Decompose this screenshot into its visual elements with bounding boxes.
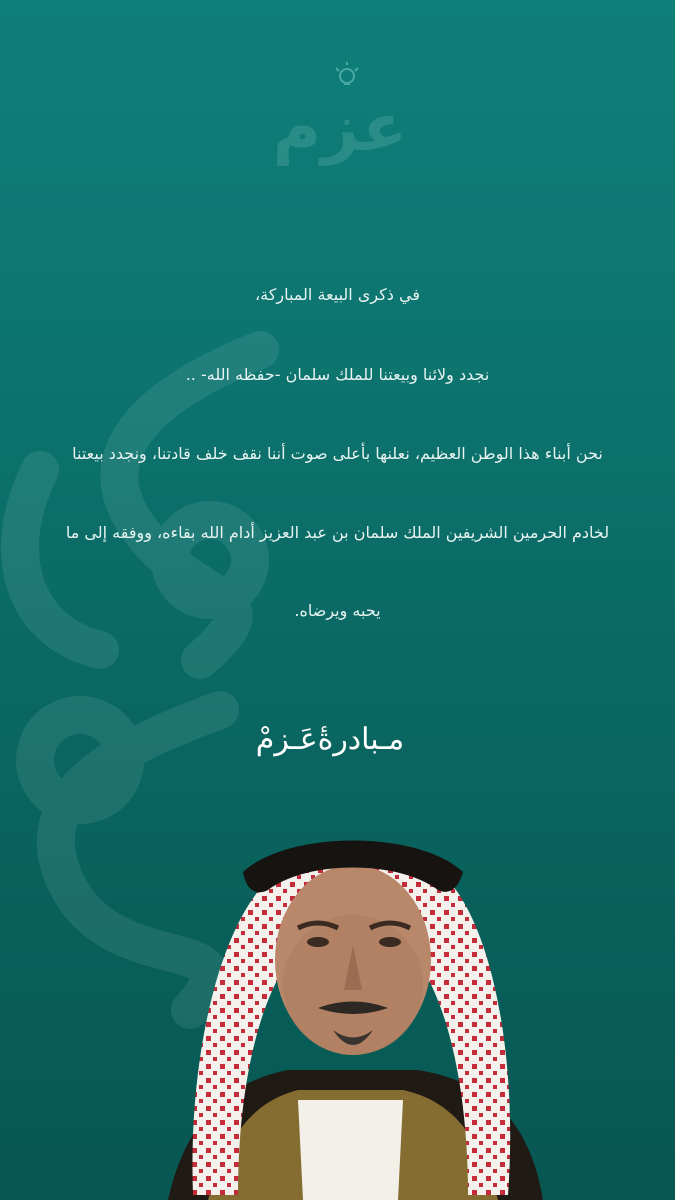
portrait-illustration xyxy=(148,810,553,1200)
message-line-2: نجدد ولائنا وبيعتنا للملك سلمان -حفظه الله- .. xyxy=(185,365,490,384)
message-line-3: نحن أبناء هذا الوطن العظيم، نعلنها بأعلى صوت أننا نقف خلف قادتنا، ونجدد بيعتنا xyxy=(72,444,603,463)
message-line-1: في ذكرى البيعة المباركة، xyxy=(255,285,420,304)
azm-logo xyxy=(255,62,425,172)
initiative-signature: مـبادرةٔعَـزمْ xyxy=(255,722,405,757)
message-line-5: يحبه ويرضاه. xyxy=(294,601,381,620)
message-line-4: لخادم الحرمين الشريفين الملك سلمان بن عبد العزيز أدام الله بقاءه، ووفقه إلى ما xyxy=(65,523,610,542)
lightbulb-icon xyxy=(336,62,358,84)
logo-text: عزم xyxy=(272,89,408,166)
